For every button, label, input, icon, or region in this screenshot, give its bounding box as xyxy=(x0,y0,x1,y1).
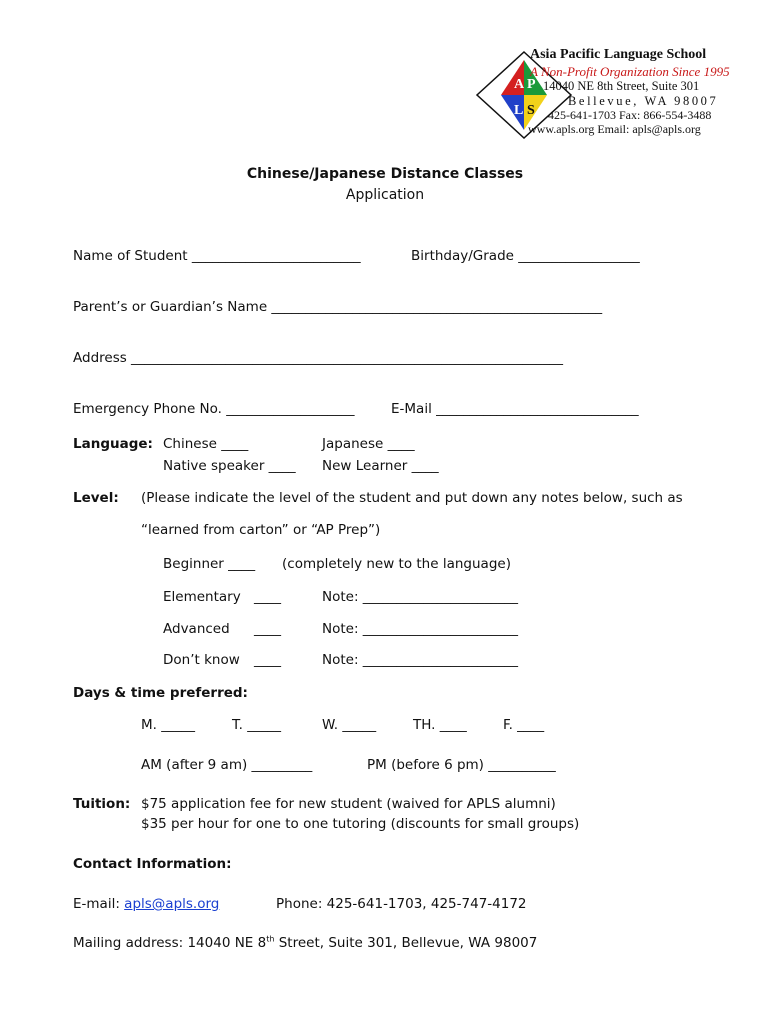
school-web-email: www.apls.org Email: apls@apls.org xyxy=(528,122,701,136)
elementary-label: Elementary xyxy=(163,589,241,605)
day-monday-field[interactable]: M. _____ xyxy=(141,717,195,733)
form-title: Chinese/Japanese Distance Classes xyxy=(246,166,524,182)
advanced-note-field[interactable]: Note: _______________________ xyxy=(322,621,519,637)
tuition-line2: $35 per hour for one to one tutoring (discounts for small groups) xyxy=(141,816,580,832)
school-phone-fax: 425-641-1703 Fax: 866-554-3488 xyxy=(548,108,712,122)
beginner-option[interactable]: Beginner ____ xyxy=(163,556,256,572)
contact-email xyxy=(73,896,219,912)
contact-phone: Phone: 425-641-1703, 425-747-4172 xyxy=(276,896,527,912)
parent-guardian-name-field[interactable]: Parent’s or Guardian’s Name _________________________________________________ xyxy=(73,299,603,315)
elementary-note-field[interactable]: Note: _______________________ xyxy=(322,589,519,605)
language-label: Language: xyxy=(73,436,153,452)
dont-know-note-field[interactable]: Note: _______________________ xyxy=(322,652,519,668)
dont-know-blank[interactable]: ____ xyxy=(254,652,281,668)
day-friday-field[interactable]: F. ____ xyxy=(503,717,545,733)
contact-email-link[interactable]: apls@apls.org xyxy=(124,896,220,912)
email-field[interactable]: E-Mail ______________________________ xyxy=(391,401,639,417)
level-instructions-line2: “learned from carton” or “AP Prep”) xyxy=(141,522,381,538)
language-japanese-option[interactable]: Japanese ____ xyxy=(322,436,415,452)
level-label: Level: xyxy=(73,490,119,506)
contact-info-label: Contact Information: xyxy=(73,856,232,872)
logo-letter-a: A xyxy=(514,77,525,92)
emergency-phone-field[interactable]: Emergency Phone No. ___________________ xyxy=(73,401,355,417)
mailing-address-start: Mailing address: 14040 NE 8 xyxy=(73,935,267,951)
tuition-label: Tuition: xyxy=(73,796,131,812)
day-thursday-field[interactable]: TH. ____ xyxy=(413,717,467,733)
native-speaker-option[interactable]: Native speaker ____ xyxy=(163,458,296,474)
level-instructions-line1: (Please indicate the level of the student and put down any notes below, such as xyxy=(141,490,683,506)
pm-time-field[interactable]: PM (before 6 pm) __________ xyxy=(367,757,556,773)
logo-letter-s: S xyxy=(527,103,535,118)
mailing-address-end: Street, Suite 301, Bellevue, WA 98007 xyxy=(274,935,538,951)
mailing-address xyxy=(73,935,537,951)
school-address-line2: Bellevue, WA 98007 xyxy=(568,94,719,108)
advanced-blank[interactable]: ____ xyxy=(254,621,281,637)
logo-letter-p: P xyxy=(527,77,536,92)
elementary-blank[interactable]: ____ xyxy=(254,589,281,605)
logo-letter-l: L xyxy=(514,103,524,118)
language-chinese-option[interactable]: Chinese ____ xyxy=(163,436,249,452)
day-tuesday-field[interactable]: T. _____ xyxy=(232,717,281,733)
school-tagline: A Non-Profit Organization Since 1995 xyxy=(530,64,730,79)
school-name: Asia Pacific Language School xyxy=(530,47,707,62)
days-time-label: Days & time preferred: xyxy=(73,685,248,701)
contact-email-label: E-mail: xyxy=(73,896,125,912)
tuition-line1: $75 application fee for new student (waived for APLS alumni) xyxy=(141,796,556,812)
name-of-student-field[interactable]: Name of Student _________________________ xyxy=(73,248,361,264)
am-time-field[interactable]: AM (after 9 am) _________ xyxy=(141,757,313,773)
dont-know-label: Don’t know xyxy=(163,652,240,668)
advanced-label: Advanced xyxy=(163,621,230,637)
form-subtitle: Application xyxy=(345,187,425,203)
day-wednesday-field[interactable]: W. _____ xyxy=(322,717,377,733)
school-address-line1: 14040 NE 8th Street, Suite 301 xyxy=(543,79,700,93)
mailing-address-superscript: th xyxy=(266,934,275,944)
address-field[interactable]: Address ________________________________________________________________ xyxy=(73,350,564,366)
new-learner-option[interactable]: New Learner ____ xyxy=(322,458,439,474)
birthday-grade-field[interactable]: Birthday/Grade __________________ xyxy=(411,248,640,264)
beginner-note: (completely new to the language) xyxy=(282,556,511,572)
